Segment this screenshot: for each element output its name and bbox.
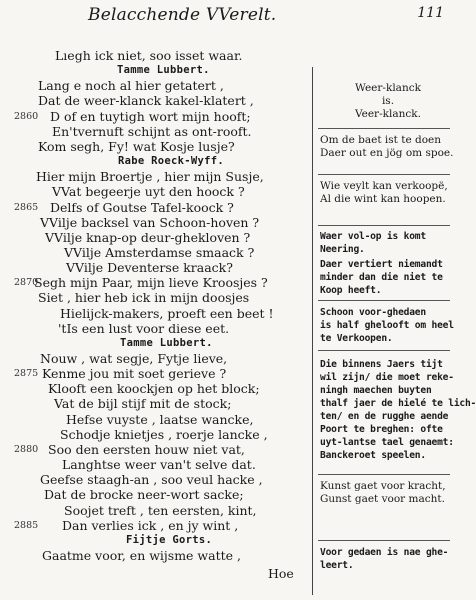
margin-note bbox=[320, 546, 456, 572]
margin-note-line: Waer vol-op is komt bbox=[320, 231, 426, 242]
verse-line: Hielijck-makers, proeft een beet ! bbox=[60, 305, 274, 321]
margin-note-line: te Verkoopen. bbox=[320, 333, 393, 344]
margin-note bbox=[320, 480, 456, 506]
verse-line: Dat de brocke neer-wort sacke; bbox=[44, 487, 244, 503]
verse-line: Dan verlies ick , en jy wint , bbox=[62, 517, 239, 533]
margin-note bbox=[320, 306, 456, 345]
verse-line: Schodje knietjes , roerje lancke , bbox=[60, 426, 268, 442]
margin-note-line: Die binnens Jaers tijt bbox=[320, 359, 443, 370]
verse-line: VVilje backsel van Schoon-hoven ? bbox=[40, 214, 260, 230]
margin-note-line: thalf jaer de hielé te lich- bbox=[320, 398, 476, 409]
margin-note bbox=[320, 82, 456, 121]
verse-line: Langhtse weer van't selve dat. bbox=[62, 457, 256, 473]
verse-line: VVilje knap-op deur-ghekloven ? bbox=[45, 229, 251, 245]
margin-note bbox=[320, 134, 456, 160]
margin-note-line: Veer-klanck. bbox=[355, 108, 421, 120]
speaker-name: Fijtje Gorts. bbox=[126, 533, 213, 546]
margin-note-line: Daer out en jög om spoe. bbox=[320, 147, 454, 159]
catchword: Hoe bbox=[268, 566, 294, 581]
margin-note-line: Schoon voor-ghedaen bbox=[320, 307, 426, 318]
verse-line: Lıegh ick niet, soo isset waar. bbox=[55, 48, 243, 63]
margin-note-line: Banckeroet speelen. bbox=[320, 450, 426, 461]
verse-line: VVat begeerje uyt den hoock ? bbox=[52, 184, 245, 200]
verse-line: Kenme jou mit soet gerieve ? bbox=[42, 366, 227, 382]
margin-note-line: Poort te breghen: ofte bbox=[320, 424, 443, 435]
margin-note-line: Koop heeft. bbox=[320, 285, 382, 296]
margin-note-line: Om de baet ist te doen bbox=[320, 134, 442, 146]
line-number: 2870 bbox=[14, 277, 39, 289]
verse-line: Hier mijn Broertje , hier mijn Susje, bbox=[36, 169, 264, 185]
verse-line: Klooft een koockjen op het block; bbox=[48, 381, 260, 397]
margin-note-line: Neering. bbox=[320, 244, 365, 255]
verse-line: Nouw , wat segje, Fytje lieve, bbox=[40, 351, 228, 366]
verse-line: Lang e noch al hier getatert , bbox=[38, 78, 224, 94]
margin-note-line: Al die wint kan hoopen. bbox=[320, 193, 446, 205]
margin-note-line: Wie veylt kan verkoopë, bbox=[320, 180, 448, 192]
margin-note-line: leert. bbox=[320, 560, 354, 571]
verse-line: Kom segh, Fy! wat Kosje lusje? bbox=[38, 138, 235, 154]
verse-line: Siet , hier heb ick in mijn doosjes bbox=[38, 290, 250, 306]
margin-note-rule bbox=[318, 225, 450, 226]
verse-line: D of en tuytigh wort mijn hooft; bbox=[50, 108, 251, 124]
speaker-name: Tamme Lubbert. bbox=[117, 64, 210, 77]
margin-note-line: Kunst gaet voor kracht, bbox=[320, 480, 446, 492]
page-number: 111 bbox=[417, 5, 444, 21]
line-number: 2880 bbox=[14, 443, 39, 455]
margin-note-line: Voor gedaen is nae ghe- bbox=[320, 547, 449, 558]
verse-line: Gaatme voor, en wijsme watte , bbox=[42, 547, 241, 563]
speaker-name: Tamme Lubbert. bbox=[120, 336, 213, 349]
margin-note-rule bbox=[318, 350, 450, 351]
verse-line: Segh mijn Paar, mijn lieve Kroosjes ? bbox=[34, 275, 268, 291]
margin-note-line: minder dan die niet te bbox=[320, 272, 443, 283]
margin-note-line: wil zijn/ die moet reke- bbox=[320, 372, 454, 383]
running-head: Belacchende VVerelt. bbox=[88, 5, 277, 25]
margin-note-line: Gunst gaet voor macht. bbox=[320, 493, 445, 505]
verse-line: 'tIs een lust voor diese eet. bbox=[58, 320, 230, 336]
margin-note bbox=[320, 358, 476, 462]
verse-line: Soojet treft , ten eersten, kint, bbox=[64, 502, 257, 518]
margin-note-rule bbox=[318, 128, 450, 129]
margin-note-line: Weer-klanck bbox=[355, 82, 421, 94]
margin-note-rule bbox=[318, 540, 450, 541]
margin-divider bbox=[312, 67, 313, 595]
line-number: 2860 bbox=[14, 110, 39, 122]
margin-note-line: is half ghelooft om heel bbox=[320, 320, 454, 331]
margin-note-line: uyt-lantse tael genaemt: bbox=[320, 437, 454, 448]
margin-note-line: ten/ en de rugghe aende bbox=[320, 411, 449, 422]
margin-note-rule bbox=[318, 300, 450, 301]
verse-line: Soo den eersten houw niet vat, bbox=[48, 441, 245, 457]
speaker-name: Rabe Roeck-Wyff. bbox=[118, 155, 224, 168]
verse-line: VVilje Deventerse kraack? bbox=[66, 260, 233, 276]
margin-note bbox=[320, 180, 456, 206]
verse-line: Vat de bijl stijf mit de stock; bbox=[54, 396, 232, 412]
verse-line: Delfs of Goutse Tafel-koock ? bbox=[50, 199, 234, 215]
margin-note bbox=[320, 230, 456, 256]
line-number: 2885 bbox=[14, 519, 39, 531]
verse-line: Dat de weer-klanck kakel-klatert , bbox=[38, 93, 254, 109]
verse-line: Hefse vuyste , laatse wancke, bbox=[66, 411, 254, 427]
verse-line: Geefse staagh-an , soo veul hacke , bbox=[40, 472, 263, 488]
margin-note-line: Daer vertiert niemandt bbox=[320, 259, 443, 270]
line-number: 2875 bbox=[14, 368, 39, 380]
margin-note-rule bbox=[318, 174, 450, 175]
margin-note-line: is. bbox=[381, 95, 395, 107]
margin-note bbox=[320, 258, 456, 297]
margin-note-rule bbox=[318, 474, 450, 475]
verse-line: En'tvernuft schijnt as ont-rooft. bbox=[52, 123, 252, 139]
margin-note-line: ningh maechen buyten bbox=[320, 385, 432, 396]
verse-line: VVilje Amsterdamse smaack ? bbox=[64, 244, 255, 260]
line-number: 2865 bbox=[14, 201, 39, 213]
